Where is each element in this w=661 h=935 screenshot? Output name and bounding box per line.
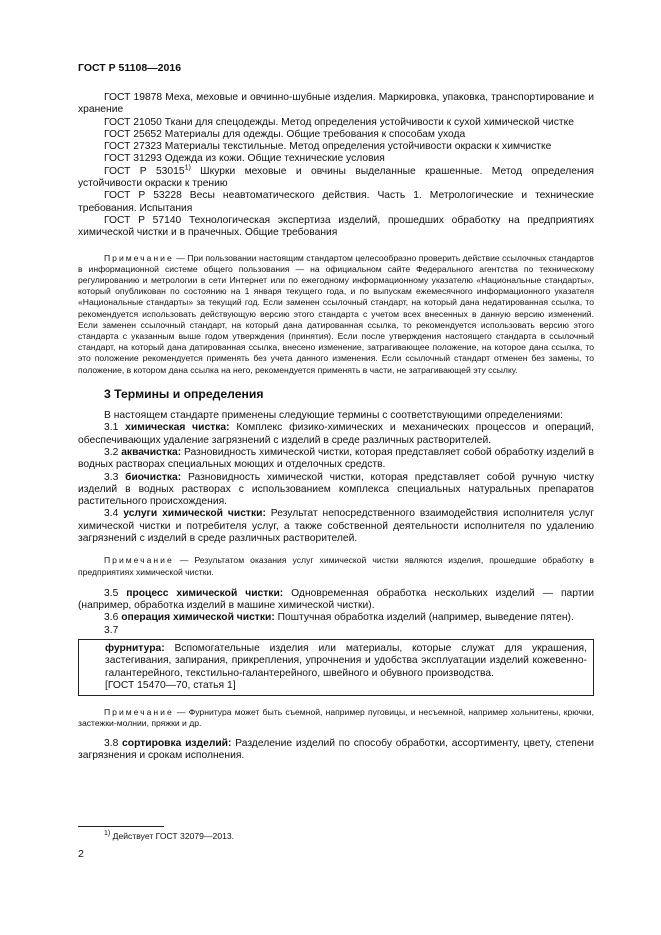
ref-53015-text: Шкурки меховые и овчины выделанные крашенные. Метод определения устойчивости окраски к трению: [78, 165, 594, 190]
section-3-intro: В настоящем стандарте применены следующие термины с соответствующими определениями:: [104, 410, 564, 422]
footnote-divider: [78, 826, 164, 827]
footnote-marker: 1): [184, 164, 191, 172]
note-label: Примечание: [104, 707, 174, 718]
term-3-1: [78, 422, 594, 447]
note-label: Примечание: [104, 252, 174, 263]
term-number: 3.1: [104, 422, 126, 434]
term-definition: Комплекс физико-химических и механических процессов и операций, обеспечивающих удаление загрязнений с изделий в среде различных растворителей.: [78, 422, 594, 446]
term-definition: Разделение изделий по способу обработки, ассортименту, цвету, степени загрязнения и срокам исполнения.: [78, 737, 594, 761]
note-text: — При пользовании настоящим стандартом целесообразно проверить действие ссылочных стандартов в информационной системе общего пользования — на официальном сайте Федерального агентства по техническому регулированию и метрологии в сети Интернет или по ежегодному информационному указателю «Национальные стандарты», который опубликован по состоянию на 1 января текущего года, и по выпускам ежемесячного информационного указателя «Национальные стандарты» за текущий год. Если заменен ссылочный стандарт, на который дана недатированная ссылка, то рекомендуется использовать действующую версию этого стандарта с учетом всех внесенных в данную версию изменений. Если заменен ссылочный стандарт, на который дана датированная ссылка, то рекомендуется использовать версию этого стандарта с указанным выше годом утверждения (принятия). Если после утверждения настоящего стандарта в ссылочный стандарт, на который дана датированная ссылка, внесено изменение, затрагивающее положение, на которое дана ссылка, то это положение рекомендуется применять без учета данного изменения. Если ссылочный стандарт отменен без замены, то положение, в котором дана ссылка на него, рекомендуется применять в части, не затрагивающей эту ссылку.: [78, 252, 594, 375]
box-term: фурнитура:: [105, 642, 165, 654]
document-header: ГОСТ Р 51108—2016: [78, 62, 182, 74]
term-3-4: [78, 508, 594, 545]
term-number: 3.6: [104, 612, 122, 624]
term-3-3: [78, 472, 594, 509]
term-name: биочистка:: [125, 471, 182, 483]
term-number: 3.8: [104, 737, 123, 749]
term-definition: Одновременная обработка нескольких изделий — партии (например, обработка изделий в машине химической чистки).: [78, 587, 594, 612]
term-name: химическая чистка:: [125, 422, 230, 434]
term-3-6: [78, 612, 594, 624]
footnote: [104, 831, 234, 841]
term-3-5: [78, 588, 594, 613]
footnote-text: Действует ГОСТ 32079—2013.: [110, 831, 235, 841]
term-number: 3.5: [104, 587, 127, 599]
note-services: [78, 555, 594, 577]
document-body: [78, 92, 594, 762]
note-text: — Фурнитура может быть съемной, например пуговицы, и несъемной, например хольнитены, крючки, застежки-молнии, пряжки и др.: [78, 707, 594, 729]
box-definition: [105, 643, 587, 680]
term-definition: Поштучная обработка изделий (например, выведение пятен).: [274, 612, 574, 624]
term-number: 3.3: [104, 471, 126, 483]
ref-19878: ГОСТ 19878 Меха, меховые и овчинно-шубные изделия. Маркировка, упаковка, транспортирование и хранение: [78, 92, 594, 116]
page-number: 2: [78, 848, 84, 860]
footnote-marker: 1): [104, 830, 111, 838]
term-number: 3.7: [104, 624, 119, 636]
term-name: процесс химической чистки:: [126, 587, 284, 599]
note-text: — Результатом оказания услуг химической чистки являются изделия, прошедшие обработку в предприятиях химической чистки.: [78, 555, 594, 577]
term-name: сортировка изделий:: [122, 737, 232, 749]
term-definition: Разновидность химической чистки, которая представляет собой обработку изделий в водных растворах специальных моющих и отделочных средств.: [78, 446, 594, 471]
term-3-7: [78, 625, 594, 637]
ref-27323: ГОСТ 27323 Материалы текстильные. Метод определения устойчивости окраски к химчистке: [104, 141, 552, 153]
term-3-8: [78, 738, 594, 763]
term-definition: Разновидность химической чистки, которая представляет собой ручную чистку изделий в водных растворах с использованием комплекса специальных натуральных препаратов растительного происхождения.: [78, 471, 594, 508]
ref-21050: ГОСТ 21050 Ткани для спецодежды. Метод определения устойчивости к сухой химической чистке: [104, 116, 574, 128]
note-references: [78, 253, 594, 376]
term-definition: Результат непосредственного взаимодействия исполнителя услуг химической чистки и потребителя услуг, а также собственной деятельности исполнителя по удалению загрязнений с изделий в среде различных растворителей.: [78, 508, 594, 545]
term-number: 3.2: [104, 446, 122, 458]
ref-53015: [78, 166, 594, 191]
ref-53015-prefix: ГОСТ Р 53015: [104, 165, 185, 177]
note-label: Примечание: [104, 555, 174, 566]
ref-57140: ГОСТ Р 57140 Технологическая экспертиза изделий, прошедших обработку на предприятиях химической чистки и в прачечных. Общие требования: [78, 214, 594, 239]
term-name: услуги химической чистки:: [123, 508, 266, 520]
term-3-7-box: [78, 639, 594, 696]
term-name: аквачистка:: [121, 446, 182, 458]
ref-25652: ГОСТ 25652 Материалы для одежды. Общие требования к способам ухода: [104, 128, 466, 140]
term-number: 3.4: [104, 508, 124, 520]
section-3-title: 3 Термины и определения: [104, 386, 264, 401]
box-source: [ГОСТ 15470—70, статья 1]: [105, 679, 236, 691]
ref-31293: ГОСТ 31293 Одежда из кожи. Общие технические условия: [104, 153, 385, 165]
ref-53228: ГОСТ Р 53228 Весы неавтоматического действия. Часть 1. Метрологические и технические требования. Испытания: [78, 190, 594, 214]
box-def: Вспомогательные изделия или материалы, которые служат для украшения, застегивания, запирания, прикрепления, упрочнения и удобства эксплуатации изделий кожевенно-галантерейного, текстильно-галантерейного, швейного и обувного производства.: [105, 642, 587, 679]
term-3-2: [78, 447, 594, 472]
note-furniture: [78, 707, 594, 729]
term-name: операция химической чистки:: [121, 612, 275, 624]
